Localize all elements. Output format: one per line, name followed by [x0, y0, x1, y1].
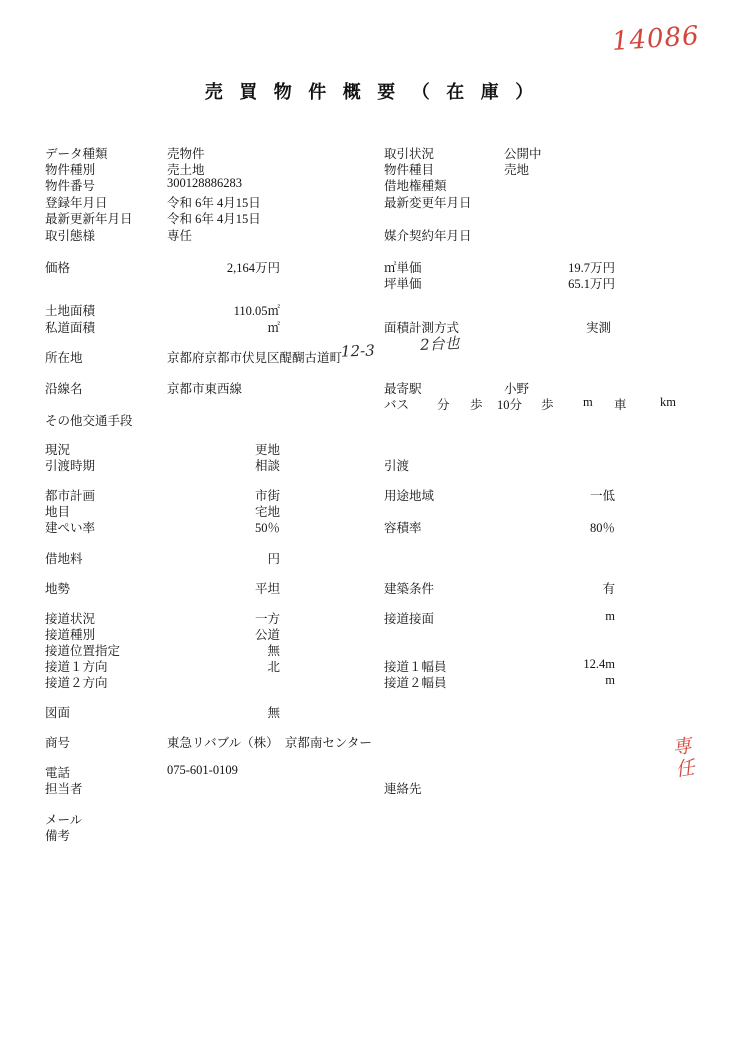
value-private-road-area: ㎡ [267, 321, 280, 335]
label-contact: 連絡先 [384, 782, 422, 796]
value-road-type: 公道 [254, 628, 280, 642]
label-person-in-charge: 担当者 [45, 782, 83, 796]
label-last-change-date: 最新変更年月日 [384, 196, 472, 210]
value-property-number: 300128886283 [167, 176, 242, 190]
label-road-access-status: 接道状況 [45, 612, 96, 626]
label-delivery-time: 引渡時期 [45, 459, 96, 473]
label-other-transport: その他交通手段 [45, 414, 133, 428]
value-city-planning: 市街 [254, 489, 280, 503]
label-walk-2: 歩 [541, 398, 554, 412]
value-registration-date: 令和 6年 4月15日 [167, 196, 261, 210]
value-road-access-status: 一方 [254, 612, 280, 626]
handwritten-stamp-top: 専 [671, 734, 693, 760]
handwritten-stamp [671, 735, 696, 781]
page-title: 売 買 物 件 概 要 （ 在 庫 ） [204, 82, 540, 102]
label-land-category: 地目 [45, 505, 71, 519]
value-property-category: 売地 [504, 163, 530, 177]
value-building-conditions: 有 [602, 582, 615, 596]
label-unit-price-sqm: ㎡単価 [384, 261, 422, 275]
label-city-planning: 都市計画 [45, 489, 96, 503]
label-delivery: 引渡 [384, 459, 410, 473]
value-nearest-station: 小野 [504, 382, 530, 396]
label-data-type: データ種類 [45, 147, 108, 161]
label-property-category: 物件種目 [384, 163, 435, 177]
label-line-name: 沿線名 [45, 382, 83, 396]
value-use-district: 一低 [589, 489, 615, 503]
value-road1-direction: 北 [267, 660, 280, 674]
label-land-area: 土地面積 [45, 304, 96, 318]
label-transaction-status: 取引状況 [384, 147, 435, 161]
label-location: 所在地 [45, 351, 83, 365]
value-drawing: 無 [267, 706, 280, 720]
label-road1-width: 接道１幅員 [384, 660, 447, 674]
label-use-district: 用途地域 [384, 489, 435, 503]
label-building-coverage: 建ぺい率 [45, 521, 96, 535]
value-company-name: 東急リバブル（株） 京都南センター [167, 736, 372, 750]
label-road1-direction: 接道１方向 [45, 660, 108, 674]
label-property-type: 物件種別 [45, 163, 96, 177]
value-location: 京都府京都市伏見区醍醐古道町 [167, 351, 343, 365]
value-delivery-time: 相談 [254, 459, 280, 473]
label-nearest-station: 最寄駅 [384, 382, 422, 396]
label-transaction-form: 取引態様 [45, 229, 96, 243]
value-road-position-designation: 無 [267, 644, 280, 658]
label-property-number: 物件番号 [45, 179, 96, 193]
label-private-road-area: 私道面積 [45, 321, 96, 335]
value-current-status: 更地 [254, 443, 280, 457]
value-road-contact-surface: m [605, 609, 615, 623]
label-land-rent: 借地料 [45, 552, 83, 566]
label-mail: メール [45, 813, 83, 827]
label-company-name: 商号 [45, 736, 71, 750]
value-line-name: 京都市東西線 [167, 382, 243, 396]
label-last-update-date: 最新更新年月日 [45, 212, 133, 226]
label-road2-width: 接道２幅員 [384, 676, 447, 690]
label-road-contact-surface: 接道接面 [384, 612, 435, 626]
value-walk-minutes: 10分 [497, 398, 523, 412]
label-current-status: 現況 [45, 443, 71, 457]
label-road-type: 接道種別 [45, 628, 96, 642]
value-transaction-form: 専任 [167, 229, 193, 243]
label-bus-minutes: 分 [437, 398, 450, 412]
value-building-coverage: 50％ [254, 521, 280, 535]
value-data-type: 売物件 [167, 147, 205, 161]
label-drawing: 図面 [45, 706, 71, 720]
value-road2-width: m [605, 673, 615, 687]
label-phone: 電話 [45, 766, 71, 780]
value-topography: 平坦 [254, 582, 280, 596]
label-km: km [660, 395, 676, 409]
label-registration-date: 登録年月日 [45, 196, 108, 210]
label-remarks: 備考 [45, 829, 71, 843]
label-meter: m [583, 395, 593, 409]
value-land-rent: 円 [267, 552, 280, 566]
value-land-category: 宅地 [254, 505, 280, 519]
label-topography: 地勢 [45, 582, 71, 596]
value-unit-price-sqm: 19.7万円 [568, 261, 615, 275]
label-mediation-contract-date: 媒介契約年月日 [384, 229, 472, 243]
value-property-type: 売土地 [167, 163, 205, 177]
label-road-position-designation: 接道位置指定 [45, 644, 121, 658]
value-road1-width: 12.4m [583, 657, 615, 671]
value-price: 2,164万円 [226, 261, 280, 275]
label-walk: 歩 [470, 398, 483, 412]
value-floor-area-ratio: 80％ [589, 521, 615, 535]
value-land-area: 110.05㎡ [233, 304, 280, 318]
value-area-measurement-method: 実測 [586, 321, 612, 335]
label-unit-price-tsubo: 坪単価 [384, 277, 422, 291]
value-last-update-date: 令和 6年 4月15日 [167, 212, 261, 226]
label-floor-area-ratio: 容積率 [384, 521, 422, 535]
label-area-measurement-method: 面積計測方式 [384, 321, 460, 335]
value-transaction-status: 公開中 [504, 147, 542, 161]
value-unit-price-tsubo: 65.1万円 [568, 277, 615, 291]
label-leasehold-type: 借地権種類 [384, 179, 447, 193]
label-car: 車 [614, 398, 627, 412]
handwritten-address-note-2: 2台也 [419, 333, 461, 355]
label-building-conditions: 建築条件 [384, 582, 435, 596]
handwritten-stamp-bottom: 任 [674, 756, 696, 782]
label-bus: バス [384, 398, 410, 412]
label-price: 価格 [45, 261, 71, 275]
value-phone: 075-601-0109 [167, 763, 238, 777]
handwritten-address-note: 12-3 [340, 341, 376, 361]
label-road2-direction: 接道２方向 [45, 676, 108, 690]
handwritten-reference-number: 14086 [611, 20, 701, 58]
